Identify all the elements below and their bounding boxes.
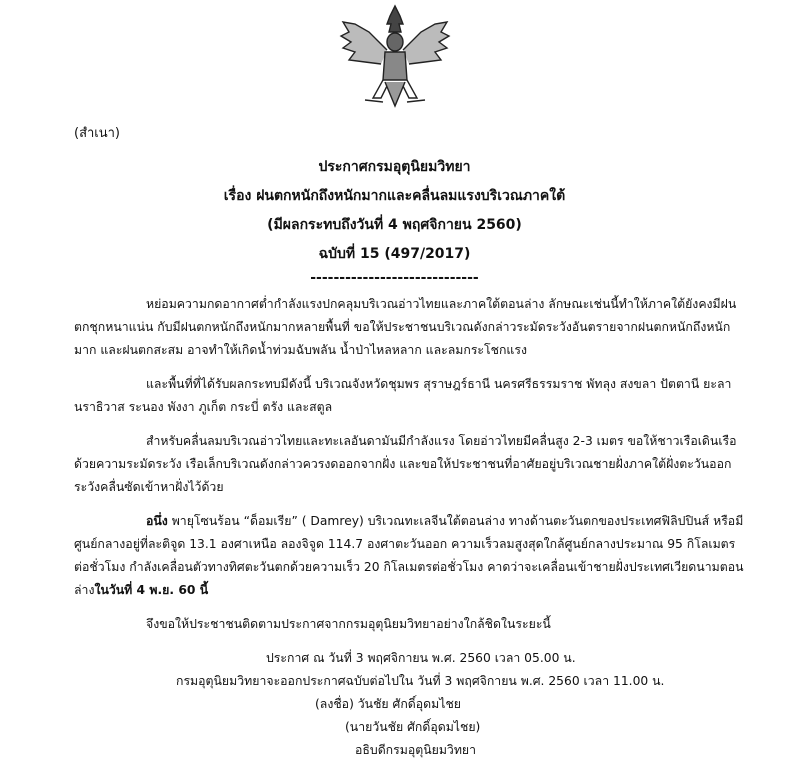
announcement-body xyxy=(74,293,750,636)
effective-period: (มีผลกระทบถึงวันที่ 4 พฤศจิกายน 2560) xyxy=(267,217,522,233)
paragraph-storm xyxy=(74,510,750,602)
announcement-header xyxy=(0,153,789,287)
paragraph-low-pressure: หย่อมความกดอากาศต่ำกำลังแรงปกคลุมบริเวณอ่าวไทยและภาคใต้ตอนล่าง ลักษณะเช่นนี้ทำให้ภาคใต้ยังคงมีฝนตกชุกหนาแน่น กับมีฝนตกหนักถึงหนักมากหลายพื้นที่ ขอให้ประชาชนบริเวณดังกล่าวระมัดระวังอันตรายจากฝนตกหนักถึงหนักมาก และฝนตกสะสม อาจทำให้เกิดน้ำท่วมฉับพลัน น้ำป่าไหลหลาก และลมกระโชกแรง xyxy=(74,297,737,357)
paragraph-closing: จึงขอให้ประชาชนติดตามประกาศจากกรมอุตุนิยมวิทยาอย่างใกล้ชิดในระยะนี้ xyxy=(146,617,551,631)
issue-number: ฉบับที่ 15 (497/2017) xyxy=(318,246,471,262)
signer-position: อธิบดีกรมอุตุนิยมวิทยา xyxy=(355,743,477,757)
signer-name: (นายวันชัย ศักดิ์อุดมไชย) xyxy=(345,720,481,734)
paragraph-wave-warning: สำหรับคลื่นลมบริเวณอ่าวไทยและทะเลอันดามันมีกำลังแรง โดยอ่าวไทยมีคลื่นสูง 2-3 เมตร ขอให้ชาวเรือเดินเรือด้วยความระมัดระวัง เรือเล็กบริเวณดังกล่าวควรงดออกจากฝั่ง และขอให้ประชาชนที่อาศัยอยู่บริเวณชายฝั่งภาคใต้ฝั่งตะวันออกระวังคลื่นซัดเข้าหาฝั่งไว้ด้วย xyxy=(74,434,737,494)
announcement-subject: เรื่อง ฝนตกหนักถึงหนักมากและคลื่นลมแรงบริเวณภาคใต้ xyxy=(223,188,566,204)
storm-lead: อนึ่ง xyxy=(146,514,168,528)
next-announcement: กรมอุตุนิยมวิทยาจะออกประกาศฉบับต่อไปใน วันที่ 3 พฤศจิกายน พ.ศ. 2560 เวลา 11.00 น. xyxy=(176,674,665,688)
storm-body: พายุโซนร้อน “ด็อมเรีย” ( Damrey) บริเวณทะเลจีนใต้ตอนล่าง ทางด้านตะวันตกของประเทศฟิลิปปินส์ หรือมีศูนย์กลางอยู่ที่ละติจูด 13.1 องศาเหนือ ลองจิจูด 114.7 องศาตะวันออก ความเร็วลมสูงสุดใกล้ศูนย์กลางประมาณ 95 กิโลเมตรต่อชั่วโมง กำลังเคลื่อนตัวทางทิศตะวันตกด้วยความเร็ว 20 กิโลเมตรต่อชั่วโมง คาดว่าจะเคลื่อนเข้าชายฝั่งประเทศเวียดนามตอนล่าง xyxy=(74,514,744,597)
divider: ----------------------------- xyxy=(310,270,479,286)
copy-label: (สำเนา) xyxy=(74,126,121,141)
storm-date: ในวันที่ 4 พ.ย. 60 นี้ xyxy=(94,583,209,597)
announcement-title: ประกาศกรมอุตุนิยมวิทยา xyxy=(318,159,471,175)
signature-block xyxy=(0,647,789,762)
announced-date: ประกาศ ณ วันที่ 3 พฤศจิกายน พ.ศ. 2560 เวลา 05.00 น. xyxy=(266,651,576,665)
signed-by: (ลงชื่อ) วันชัย ศักดิ์อุดมไชย xyxy=(315,697,461,711)
paragraph-affected-areas: และพื้นที่ที่ได้รับผลกระทบมีดังนี้ บริเวณจังหวัดชุมพร สุราษฎร์ธานี นครศรีธรรมราช พัทลุง สงขลา ปัตตานี ยะลา นราธิวาส ระนอง พังงา ภูเก็ต กระบี่ ตรัง และสตูล xyxy=(74,377,732,414)
